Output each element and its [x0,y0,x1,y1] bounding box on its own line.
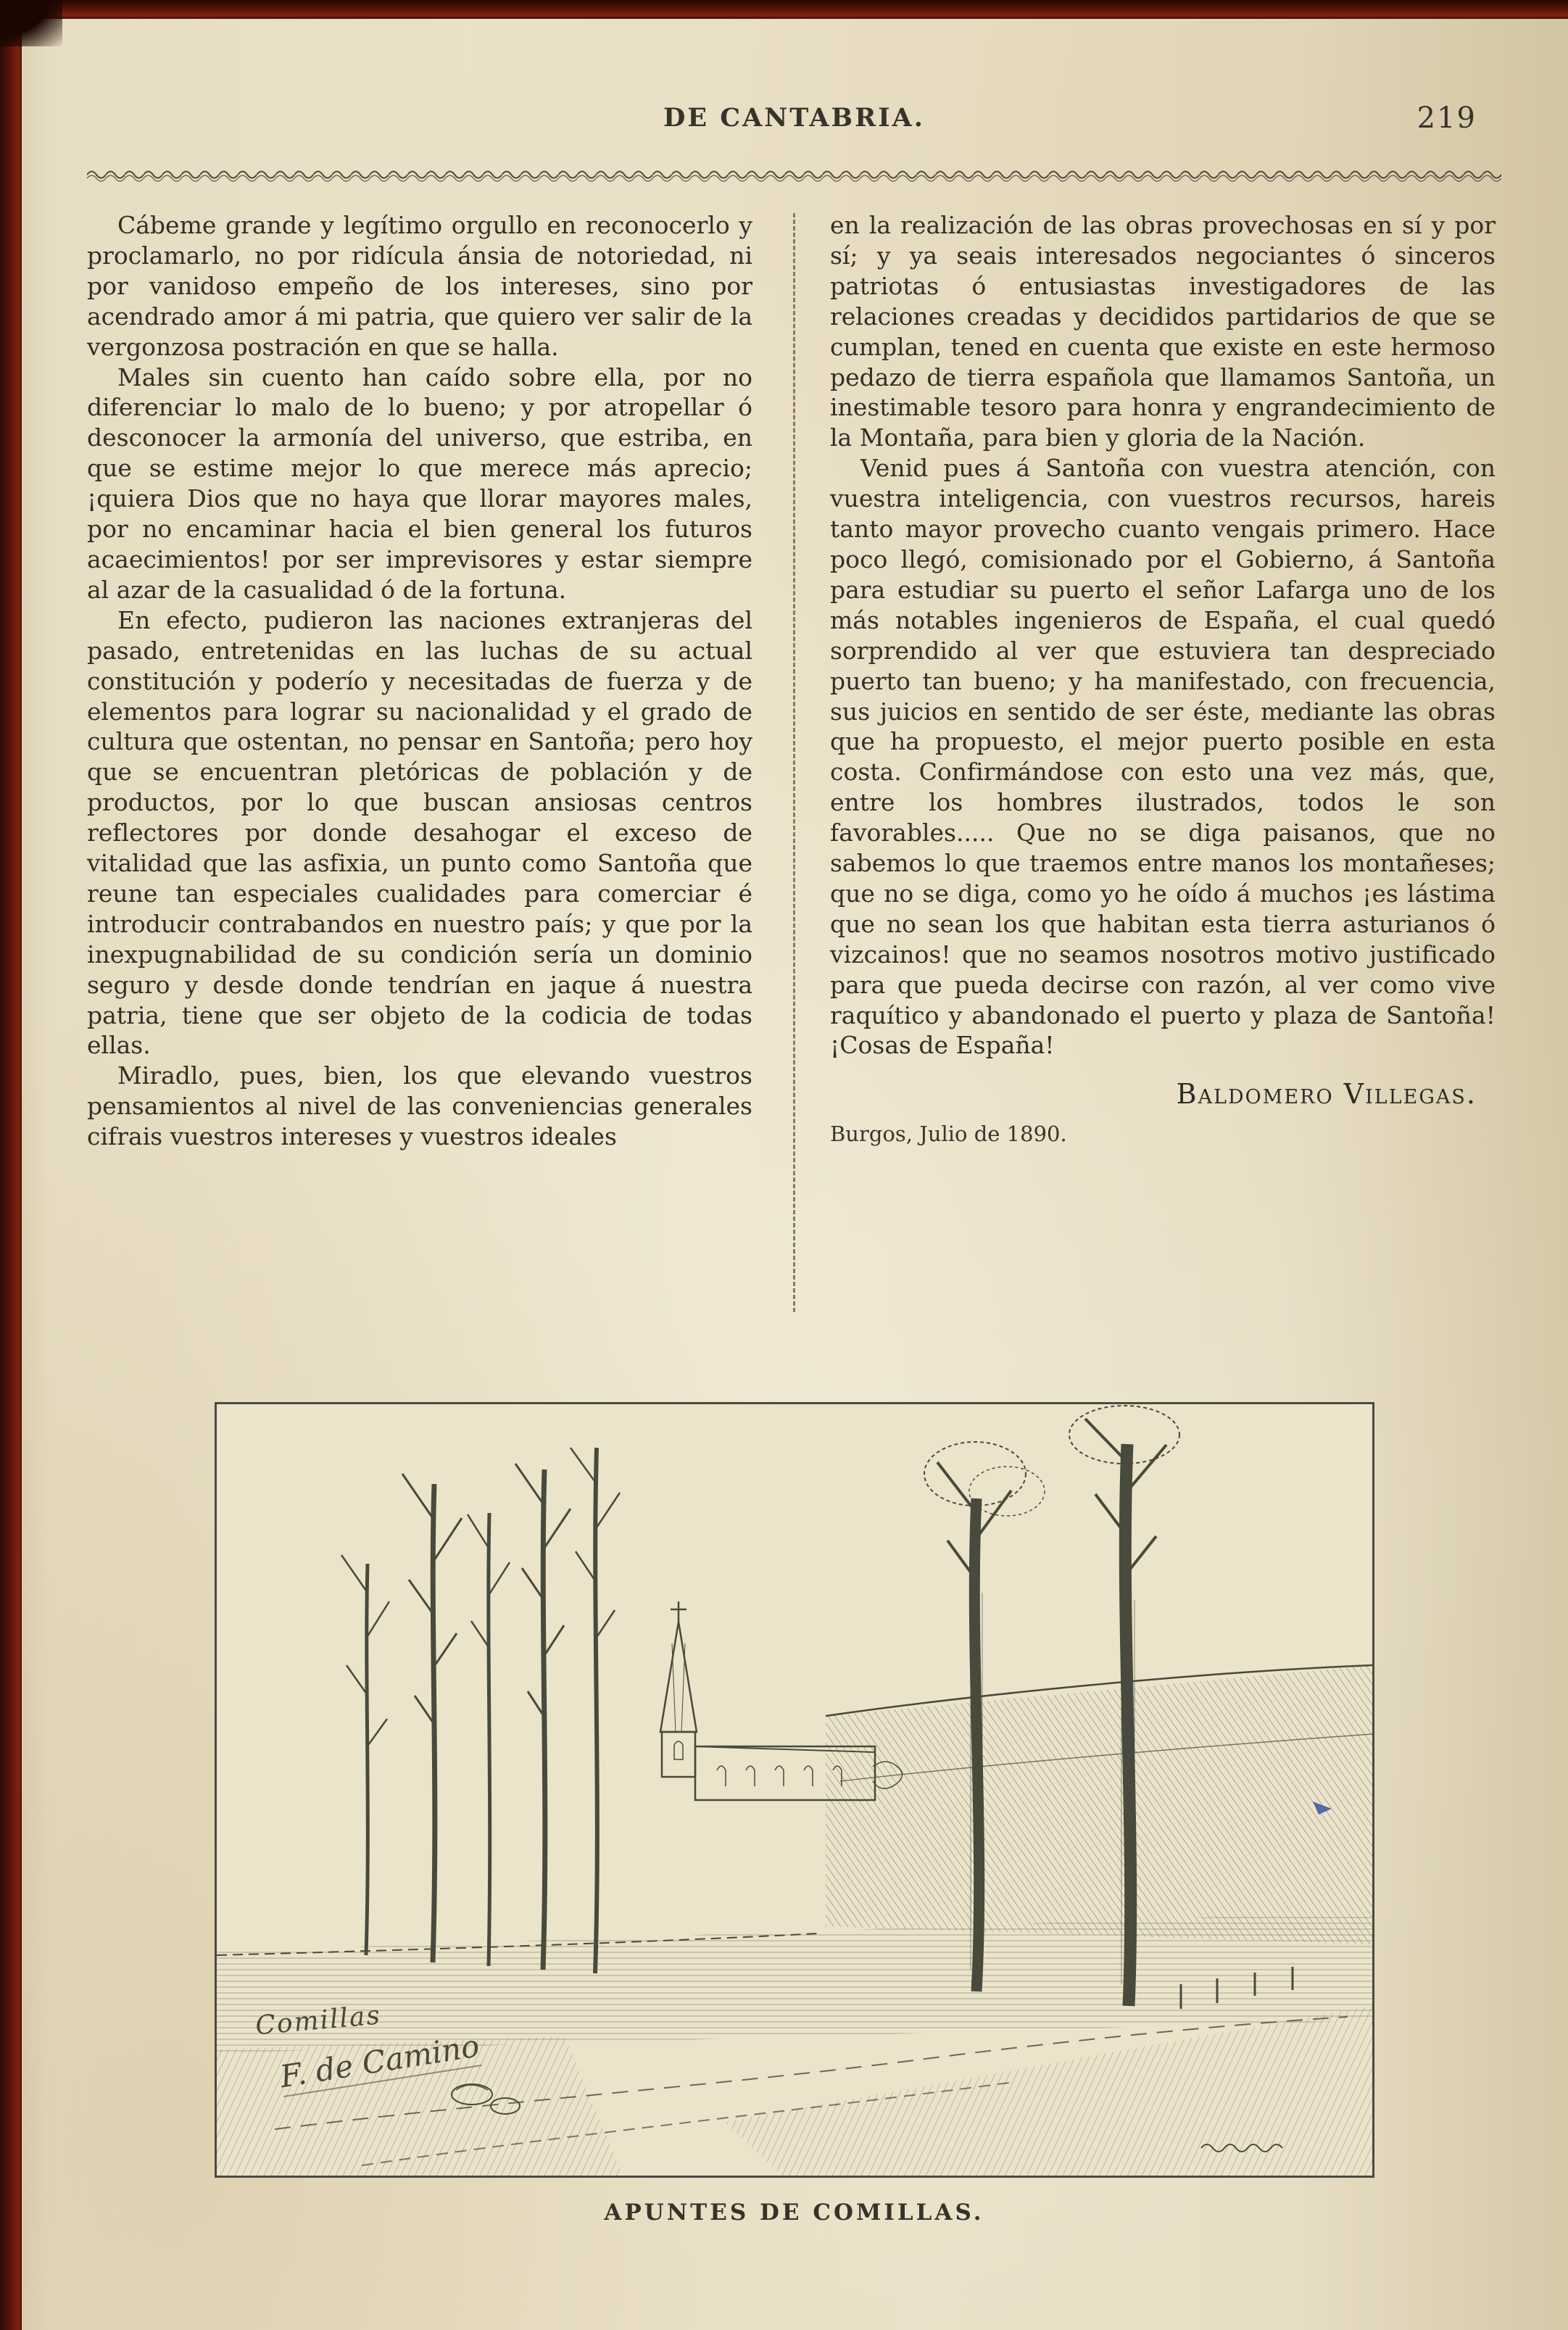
paragraph: Cábeme grande y legítimo orgullo en reconocerlo y proclamarlo, no por ridícula ánsia de notoriedad, ni por vanidoso empeño de los intereses, sino por acendrado amor á mi patria, que quiero ver salir de la vergonzosa postración en que se halla. [87,211,752,361]
artist-signature: F. de Camino [278,2028,482,2097]
paragraph: Venid pues á Santoña con vuestra atención, con vuestra inteligencia, con vuestros recursos, hareis tanto mayor provecho cuanto vengais primero. Hace poco llegó, comisionado por el Gobierno, á Santoña para estudiar su puerto el señor Lafarga uno de los más notables ingenieros de España, el cual quedó sorprendido al ver que estuviera tan despreciado puerto tan bueno; y ha manifestado, con frecuencia, sus juicios en sentido de ser éste, mediante las obras que ha propuesto, el mejor puerto posible en esta costa. Confirmándose con esto una vez más, que, entre los hombres ilustrados, todos le son favorables..... Que no se diga paisanos, que no sabemos lo que traemos entre manos los montañeses; que no se diga, como yo he oído á muchos ¡es lástima que no sean los que habitan esta tierra asturianos ó vizcainos! que no seamos nosotros motivo justificado para que pueda decirse con razón, al ver como vive raquítico y abandonado el puerto y plaza de Santoña! ¡Cosas de España! [830,454,1496,1060]
illustration [87,1402,1501,2226]
left-column [87,210,752,1341]
paragraph: en la realización de las obras provechosas en sí y por sí; y ya seais interesados negociantes ó sinceros patriotas ó entusiastas investigadores de las relaciones creadas y decididos partidarios de que se cumplan, tened en cuenta que existe en este hermoso pedazo de tierra española que llamamos Santoña, un inestimable tesoro para honra y engrandecimiento de la Montaña, para bien y gloria de la Nación. [830,211,1496,452]
column-divider [793,213,795,1312]
right-column [830,210,1496,1341]
hillside-hatching [826,1665,1372,1944]
page-number: 219 [1416,101,1477,135]
page-header [87,103,1501,149]
running-title: DE CANTABRIA. [663,103,925,133]
illustration-caption: APUNTES DE COMILLAS. [604,2200,984,2226]
handwritten-title: Comillas [254,2000,382,2041]
dateline: Burgos, Julio de 1890. [830,1121,1067,1146]
decorative-wavy-rule [87,168,1501,183]
paragraph: En efecto, pudieron las naciones extranjeras del pasado, entretenidas en las luchas de su actual constitución y poderío y necesitadas de fuerza y de elementos para lograr su nacionalidad y el grado de cultura que ostentan, no pensar en Santoña; pero hoy que se encuentran pletóricas de población y de productos, por lo que buscan ansiosas centros reflectores por donde desahogar el exceso de vitalidad que las asfixia, un punto como Santoña que reune tan especiales cualidades para comerciar é introducir contrabandos en nuestro país; y que por la inexpugnabilidad de su condición sería un dominio seguro y desde donde tendrían en jaque á nuestra patria, tiene que ser objeto de la codicia de todas ellas. [87,605,752,1060]
paragraph: Males sin cuento han caído sobre ella, por no diferenciar lo malo de lo bueno; y por atropellar ó desconocer la armonía del universo, que estriba, en que se estime mejor lo que merece más aprecio; ¡quiera Dios que no haya que llorar mayores males, por no encaminar hacia el bien general los futuros acaecimientos! por ser imprevisores y estar siempre al azar de la casualidad ó de la fortuna. [87,362,752,604]
bare-trees-left [341,1448,620,1973]
illustration-frame [215,1402,1374,2178]
author-signature: Baldomero Villegas. [1176,1078,1477,1111]
paragraph: Miradlo, pues, bien, los que elevando vuestros pensamientos al nivel de las conveniencias generales cifrais vuestros intereses y vuestros ideales [87,1061,752,1151]
article-body [87,210,1501,1341]
